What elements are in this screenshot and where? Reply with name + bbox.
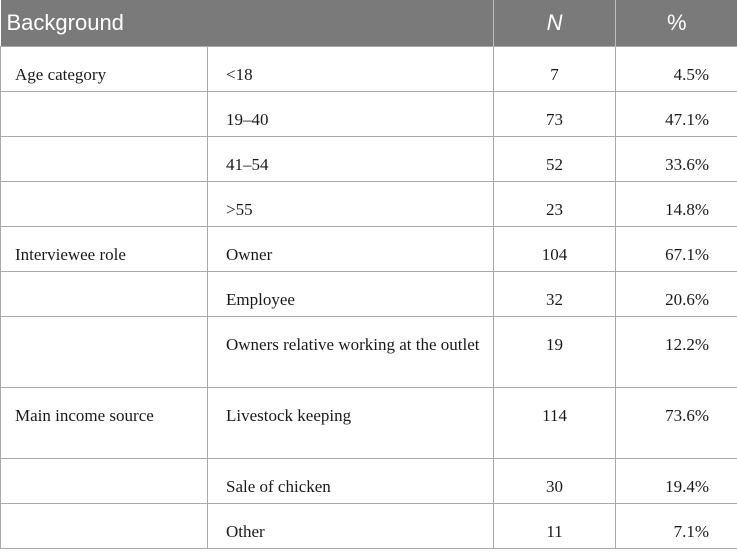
category-cell <box>1 504 208 549</box>
table-row <box>1 182 737 227</box>
percent-cell: 20.6% <box>616 272 737 317</box>
category-cell: Main income source <box>1 388 208 459</box>
category-cell <box>1 182 208 227</box>
item-cell: Livestock keeping <box>208 388 494 459</box>
category-cell <box>1 92 208 137</box>
table-row <box>1 317 737 388</box>
header-background: Background <box>1 0 494 47</box>
item-cell: Employee <box>208 272 494 317</box>
percent-cell: 14.8% <box>616 182 737 227</box>
item-cell: Owners relative working at the outlet <box>208 317 494 388</box>
header-percent: % <box>616 0 737 47</box>
percent-cell: 19.4% <box>616 459 737 504</box>
header-n: N <box>494 0 616 47</box>
n-cell: 11 <box>494 504 616 549</box>
n-cell: 73 <box>494 92 616 137</box>
n-cell: 23 <box>494 182 616 227</box>
percent-cell: 67.1% <box>616 227 737 272</box>
table-row <box>1 504 737 549</box>
category-cell <box>1 459 208 504</box>
percent-cell: 47.1% <box>616 92 737 137</box>
table-row <box>1 47 737 92</box>
item-cell: Owner <box>208 227 494 272</box>
percent-cell: 7.1% <box>616 504 737 549</box>
item-cell: Sale of chicken <box>208 459 494 504</box>
category-cell: Interviewee role <box>1 227 208 272</box>
table-row <box>1 388 737 459</box>
percent-cell: 73.6% <box>616 388 737 459</box>
n-cell: 19 <box>494 317 616 388</box>
n-cell: 104 <box>494 227 616 272</box>
table-row <box>1 137 737 182</box>
category-cell <box>1 272 208 317</box>
item-cell: Other <box>208 504 494 549</box>
table-row <box>1 459 737 504</box>
item-cell: 19–40 <box>208 92 494 137</box>
item-cell: 41–54 <box>208 137 494 182</box>
category-cell: Age category <box>1 47 208 92</box>
table-row <box>1 272 737 317</box>
table-row <box>1 92 737 137</box>
table-body <box>1 47 737 549</box>
category-cell <box>1 317 208 388</box>
n-cell: 32 <box>494 272 616 317</box>
n-cell: 30 <box>494 459 616 504</box>
header-row <box>1 0 737 47</box>
n-cell: 7 <box>494 47 616 92</box>
table-header <box>1 0 737 47</box>
item-cell: <18 <box>208 47 494 92</box>
n-cell: 52 <box>494 137 616 182</box>
percent-cell: 33.6% <box>616 137 737 182</box>
n-cell: 114 <box>494 388 616 459</box>
percent-cell: 12.2% <box>616 317 737 388</box>
table-row <box>1 227 737 272</box>
percent-cell: 4.5% <box>616 47 737 92</box>
item-cell: >55 <box>208 182 494 227</box>
category-cell <box>1 137 208 182</box>
